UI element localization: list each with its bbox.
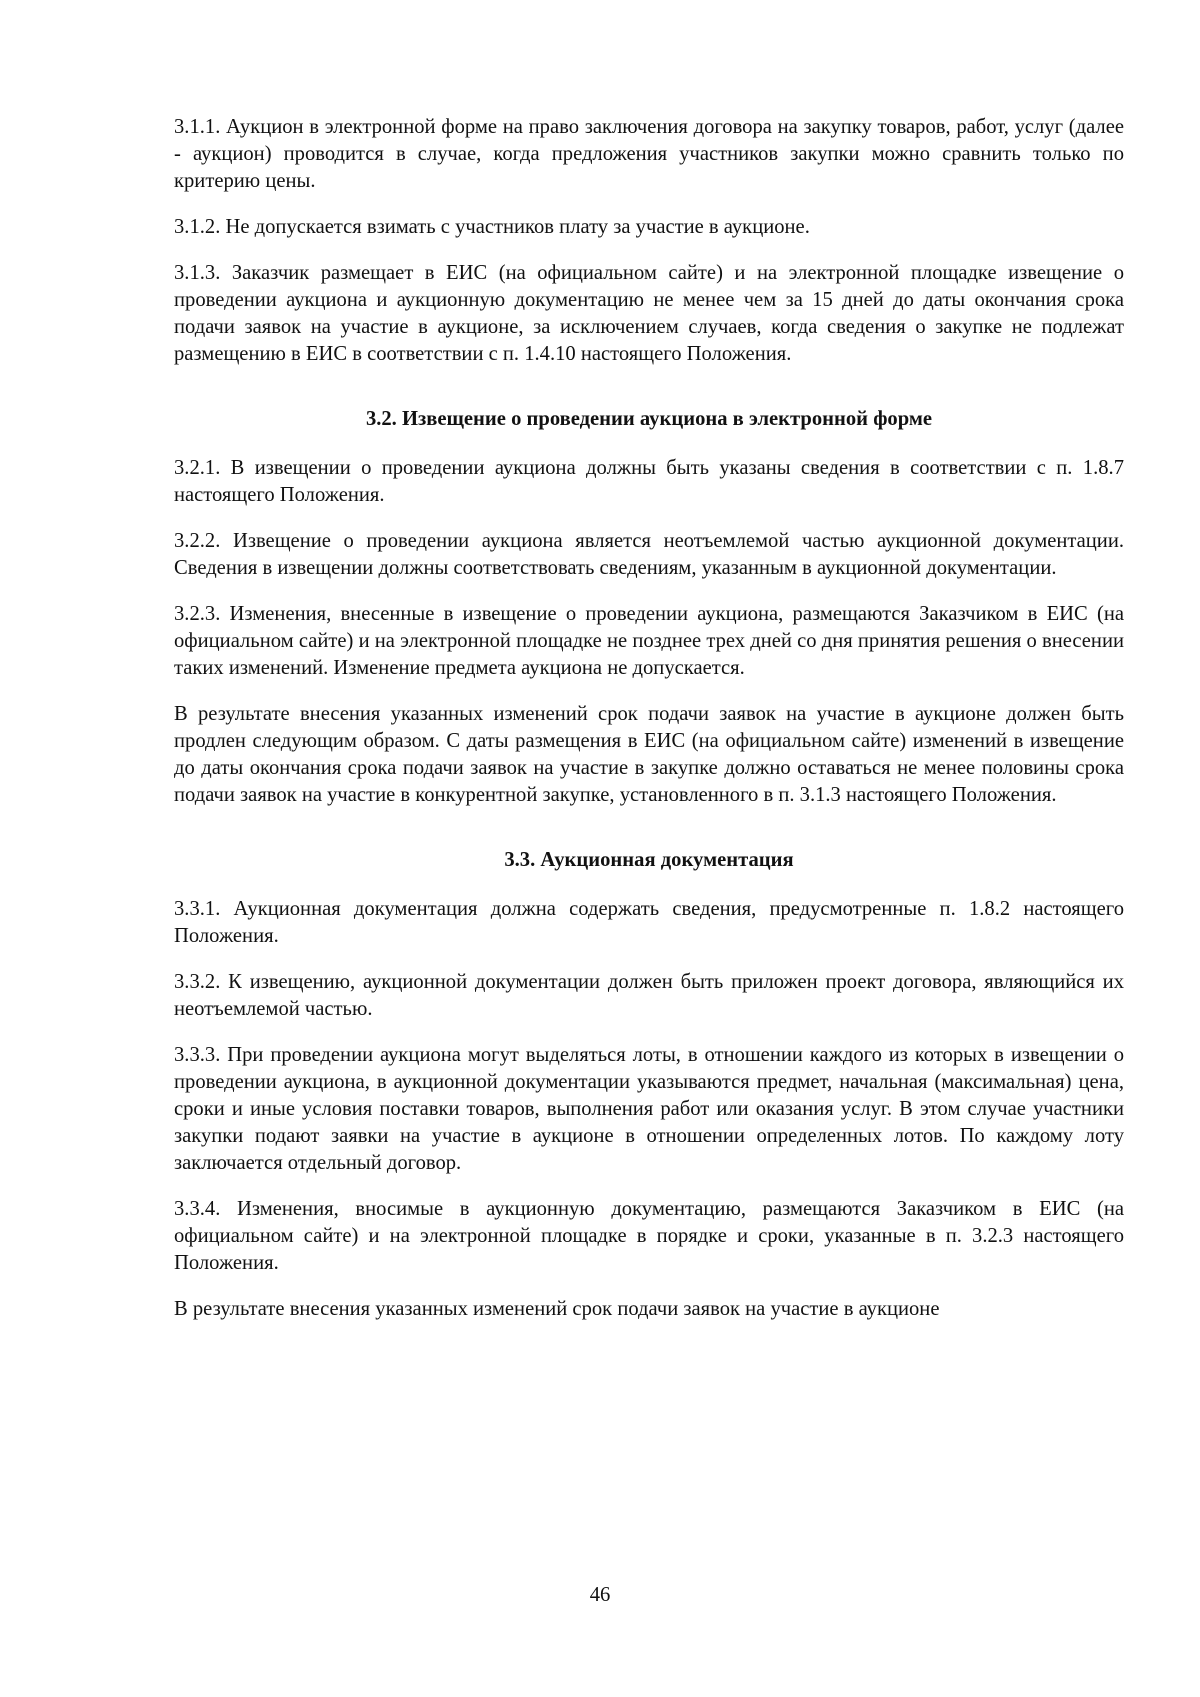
- paragraph-3-1-1: 3.1.1. Аукцион в электронной форме на право заключения договора на закупку товаров, работ, услуг (далее - аукцион) проводится в случае, когда предложения участников закупки можно сравнить только по критерию цены.: [174, 116, 1124, 192]
- paragraph-3-2-2: 3.2.2. Извещение о проведении аукциона является неотъемлемой частью аукционной документации. Сведения в извещении должны соответствовать сведениям, указанным в аукционной документации.: [174, 530, 1124, 579]
- section-heading-3-2: 3.2. Извещение о проведении аукциона в электронной форме: [365, 408, 933, 430]
- paragraph-3-3-4-continued: В результате внесения указанных изменений срок подачи заявок на участие в аукционе: [174, 1298, 940, 1320]
- paragraph-3-1-3: 3.1.3. Заказчик размещает в ЕИС (на официальном сайте) и на электронной площадке извещение о проведении аукциона и аукционную документацию не менее чем за 15 дней до даты окончания срока подачи заявок на участие в аукционе, за исключением случаев, когда сведения о закупке не подлежат размещению в ЕИС в соответствии с п. 1.4.10 настоящего Положения.: [174, 262, 1124, 365]
- paragraph-3-3-4: 3.3.4. Изменения, вносимые в аукционную документацию, размещаются Заказчиком в ЕИС (на официальном сайте) и на электронной площадке в порядке и сроки, указанные в п. 3.2.3 настоящего Положения.: [174, 1198, 1124, 1274]
- paragraph-3-2-3-continued: В результате внесения указанных изменений срок подачи заявок на участие в аукционе должен быть продлен следующим образом. С даты размещения в ЕИС (на официальном сайте) изменений в извещение до даты окончания срока подачи заявок на участие в закупке должно оставаться не менее половины срока подачи заявок на участие в конкурентной закупке, установленного в п. 3.1.3 настоящего Положения.: [174, 703, 1124, 806]
- paragraph-3-3-1: 3.3.1. Аукционная документация должна содержать сведения, предусмотренные п. 1.8.2 настоящего Положения.: [174, 898, 1124, 947]
- section-heading-3-3: 3.3. Аукционная документация: [504, 849, 794, 871]
- paragraph-3-3-2: 3.3.2. К извещению, аукционной документации должен быть приложен проект договора, являющийся их неотъемлемой частью.: [174, 971, 1124, 1020]
- paragraph-3-2-1: 3.2.1. В извещении о проведении аукциона должны быть указаны сведения в соответствии с п. 1.8.7 настоящего Положения.: [174, 457, 1124, 506]
- paragraph-3-1-2: 3.1.2. Не допускается взимать с участников плату за участие в аукционе.: [174, 216, 810, 238]
- page-number: 46: [589, 1584, 611, 1606]
- page-content: [174, 114, 1124, 1342]
- paragraph-3-2-3: 3.2.3. Изменения, внесенные в извещение о проведении аукциона, размещаются Заказчиком в ЕИС (на официальном сайте) и на электронной площадке не позднее трех дней со дня принятия решения о внесении таких изменений. Изменение предмета аукциона не допускается.: [174, 603, 1124, 679]
- paragraph-3-3-3: 3.3.3. При проведении аукциона могут выделяться лоты, в отношении каждого из которых в извещении о проведении аукциона, в аукционной документации указываются предмет, начальная (максимальная) цена, сроки и иные условия поставки товаров, выполнения работ или оказания услуг. В этом случае участники закупки подают заявки на участие в аукционе в отношении определенных лотов. По каждому лоту заключается отдельный договор.: [174, 1044, 1124, 1174]
